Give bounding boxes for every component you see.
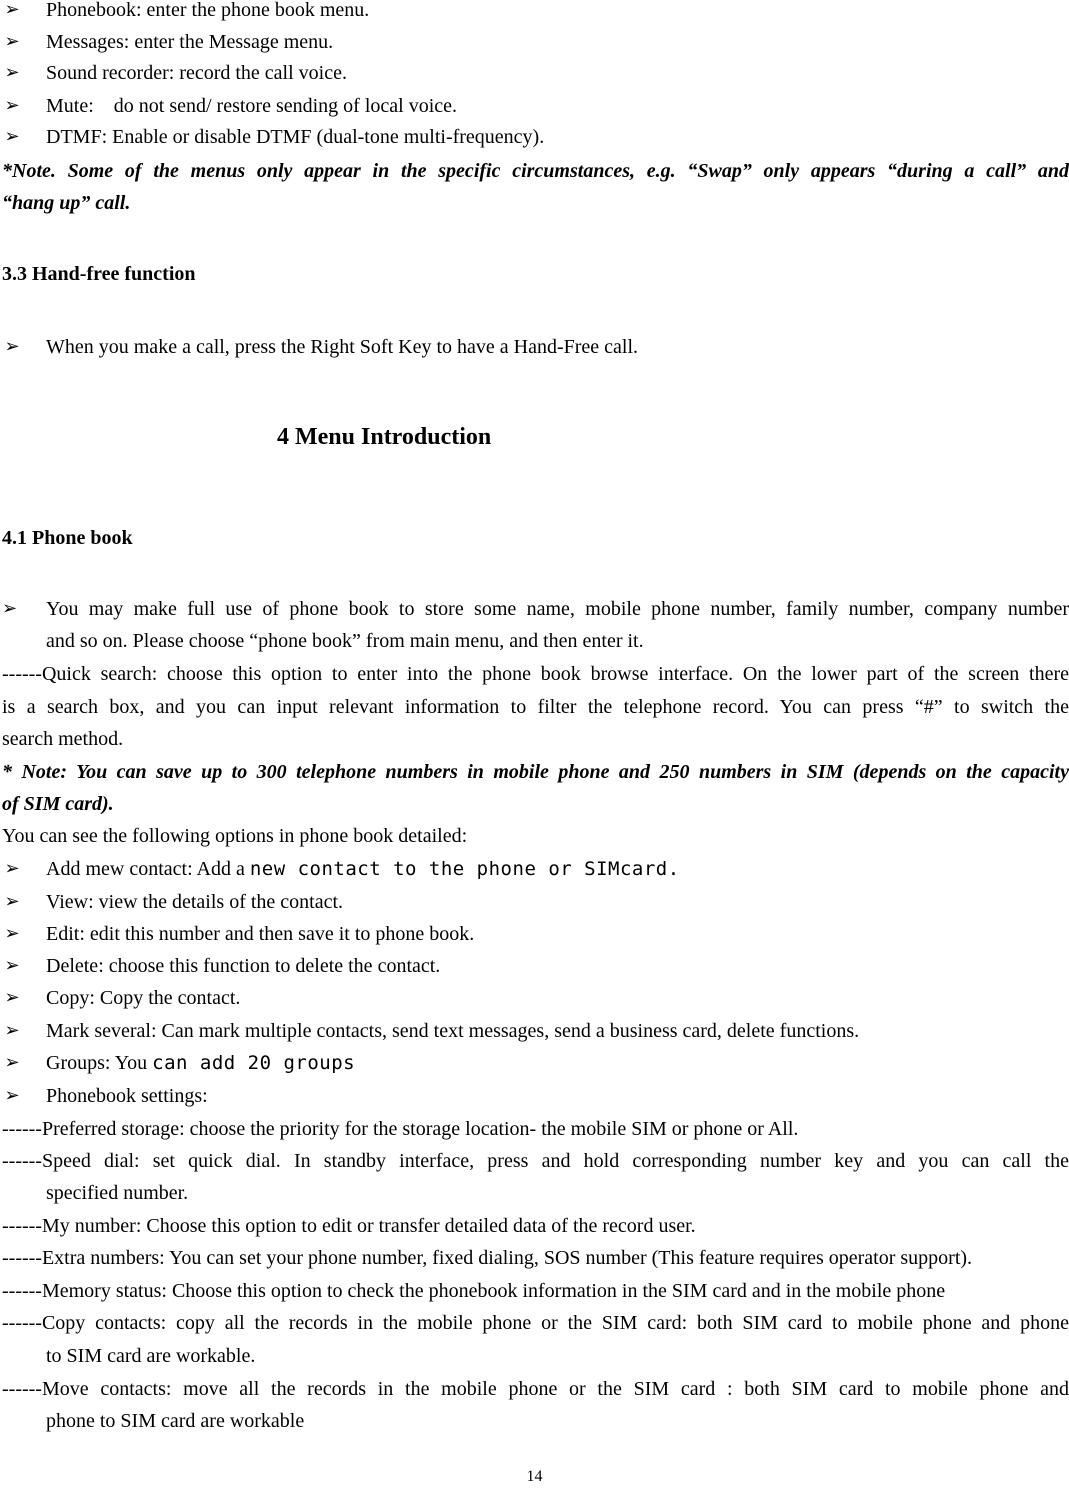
paragraph-line: ------Memory status: Choose this option to check the phonebook information in the SIM card and in the mobile phone — [2, 1280, 946, 1302]
paragraph-line: ------Speed dial: set quick dial. In standby interface, press and hold corresponding number key and you can call the — [2, 1150, 1069, 1172]
note-text: of SIM card). — [2, 793, 114, 815]
bullet-arrow-icon: ➢ — [4, 31, 20, 52]
note-text: *Note. Some of the menus only appear in the specific circumstances, e.g. “Swap” only appears “during a call” and — [2, 160, 1069, 182]
list-item: ➢ Edit: edit this number and then save it to phone book. — [2, 918, 1069, 950]
list-item: ➢ Phonebook settings: — [2, 1080, 1069, 1112]
paragraph-line: ------Move contacts: move all the records in the mobile phone or the SIM card : both SIM card to mobile phone and — [2, 1378, 1069, 1400]
bullet-arrow-icon: ➢ — [4, 126, 20, 147]
note-text: * Note: You can save up to 300 telephone numbers in mobile phone and 250 numbers in SIM (depends on the capacity — [2, 761, 1069, 783]
paragraph-line: specified number. — [46, 1182, 189, 1204]
bullet-arrow-icon: ➢ — [4, 1020, 20, 1041]
list-item: ➢ Groups: You can add 20 groups — [2, 1047, 1069, 1079]
list-item: ➢ Sound recorder: record the call voice. — [2, 57, 1069, 89]
list-item: ➢ Copy: Copy the contact. — [2, 982, 1069, 1014]
paragraph-line: is a search box, and you can input relevant information to filter the telephone record. You can press “#” to switch the — [2, 696, 1069, 718]
paragraph-line: ------Quick search: choose this option to enter into the phone book browse interface. On the lower part of the screen there — [2, 663, 1069, 685]
bullet-arrow-icon: ➢ — [4, 1085, 20, 1106]
page-number: 14 — [526, 1468, 543, 1485]
bullet-arrow-icon: ➢ — [4, 891, 20, 912]
note-text: “hang up” call. — [2, 192, 131, 214]
paragraph-line: ------My number: Choose this option to edit or transfer detailed data of the record user. — [2, 1215, 696, 1237]
bullet-arrow-icon: ➢ — [4, 95, 20, 116]
list-item: ➢ Mark several: Can mark multiple contacts, send text messages, send a business card, delete functions. — [2, 1015, 1069, 1047]
paragraph-line: ------Preferred storage: choose the priority for the storage location- the mobile SIM or phone or All. — [2, 1118, 799, 1140]
section-heading: 4.1 Phone book — [2, 527, 133, 549]
bullet-arrow-icon: ➢ — [2, 598, 18, 619]
bullet-arrow-icon: ➢ — [4, 858, 20, 879]
paragraph-line: You can see the following options in phone book detailed: — [2, 825, 468, 847]
paragraph-line: search method. — [2, 728, 124, 750]
paragraph-line: phone to SIM card are workable — [46, 1410, 305, 1432]
paragraph-line: to SIM card are workable. — [46, 1345, 256, 1367]
bullet-arrow-icon: ➢ — [4, 1052, 20, 1073]
list-item: ➢ Mute: do not send/ restore sending of local voice. — [2, 90, 1069, 122]
list-item: ➢ You may make full use of phone book to store some name, mobile phone number, family number, company number — [2, 593, 1069, 625]
bullet-arrow-icon: ➢ — [4, 0, 20, 20]
bullet-arrow-icon: ➢ — [4, 987, 20, 1008]
list-item: ➢ DTMF: Enable or disable DTMF (dual-tone multi-frequency). — [2, 121, 1069, 153]
list-item: ➢ Add mew contact: Add a new contact to the phone or SIMcard. — [2, 853, 1069, 885]
bullet-arrow-icon: ➢ — [4, 955, 20, 976]
paragraph-line: ------Copy contacts: copy all the records in the mobile phone or the SIM card: both SIM card to mobile phone and phone — [2, 1312, 1069, 1334]
list-item: ➢ When you make a call, press the Right Soft Key to have a Hand-Free call. — [2, 331, 1069, 363]
list-item: ➢ Delete: choose this function to delete the contact. — [2, 950, 1069, 982]
list-item: ➢ View: view the details of the contact. — [2, 886, 1069, 918]
bullet-arrow-icon: ➢ — [4, 62, 20, 83]
paragraph-line: and so on. Please choose “phone book” from main menu, and then enter it. — [46, 630, 644, 652]
list-item: ➢ Messages: enter the Message menu. — [2, 26, 1069, 58]
bullet-arrow-icon: ➢ — [4, 923, 20, 944]
section-heading: 3.3 Hand-free function — [2, 263, 196, 285]
chapter-title: 4 Menu Introduction — [277, 424, 492, 450]
paragraph-line: ------Extra numbers: You can set your phone number, fixed dialing, SOS number (This feature requires operator support). — [2, 1247, 973, 1269]
bullet-arrow-icon: ➢ — [4, 336, 20, 357]
list-item: ➢ Phonebook: enter the phone book menu. — [2, 0, 1069, 26]
